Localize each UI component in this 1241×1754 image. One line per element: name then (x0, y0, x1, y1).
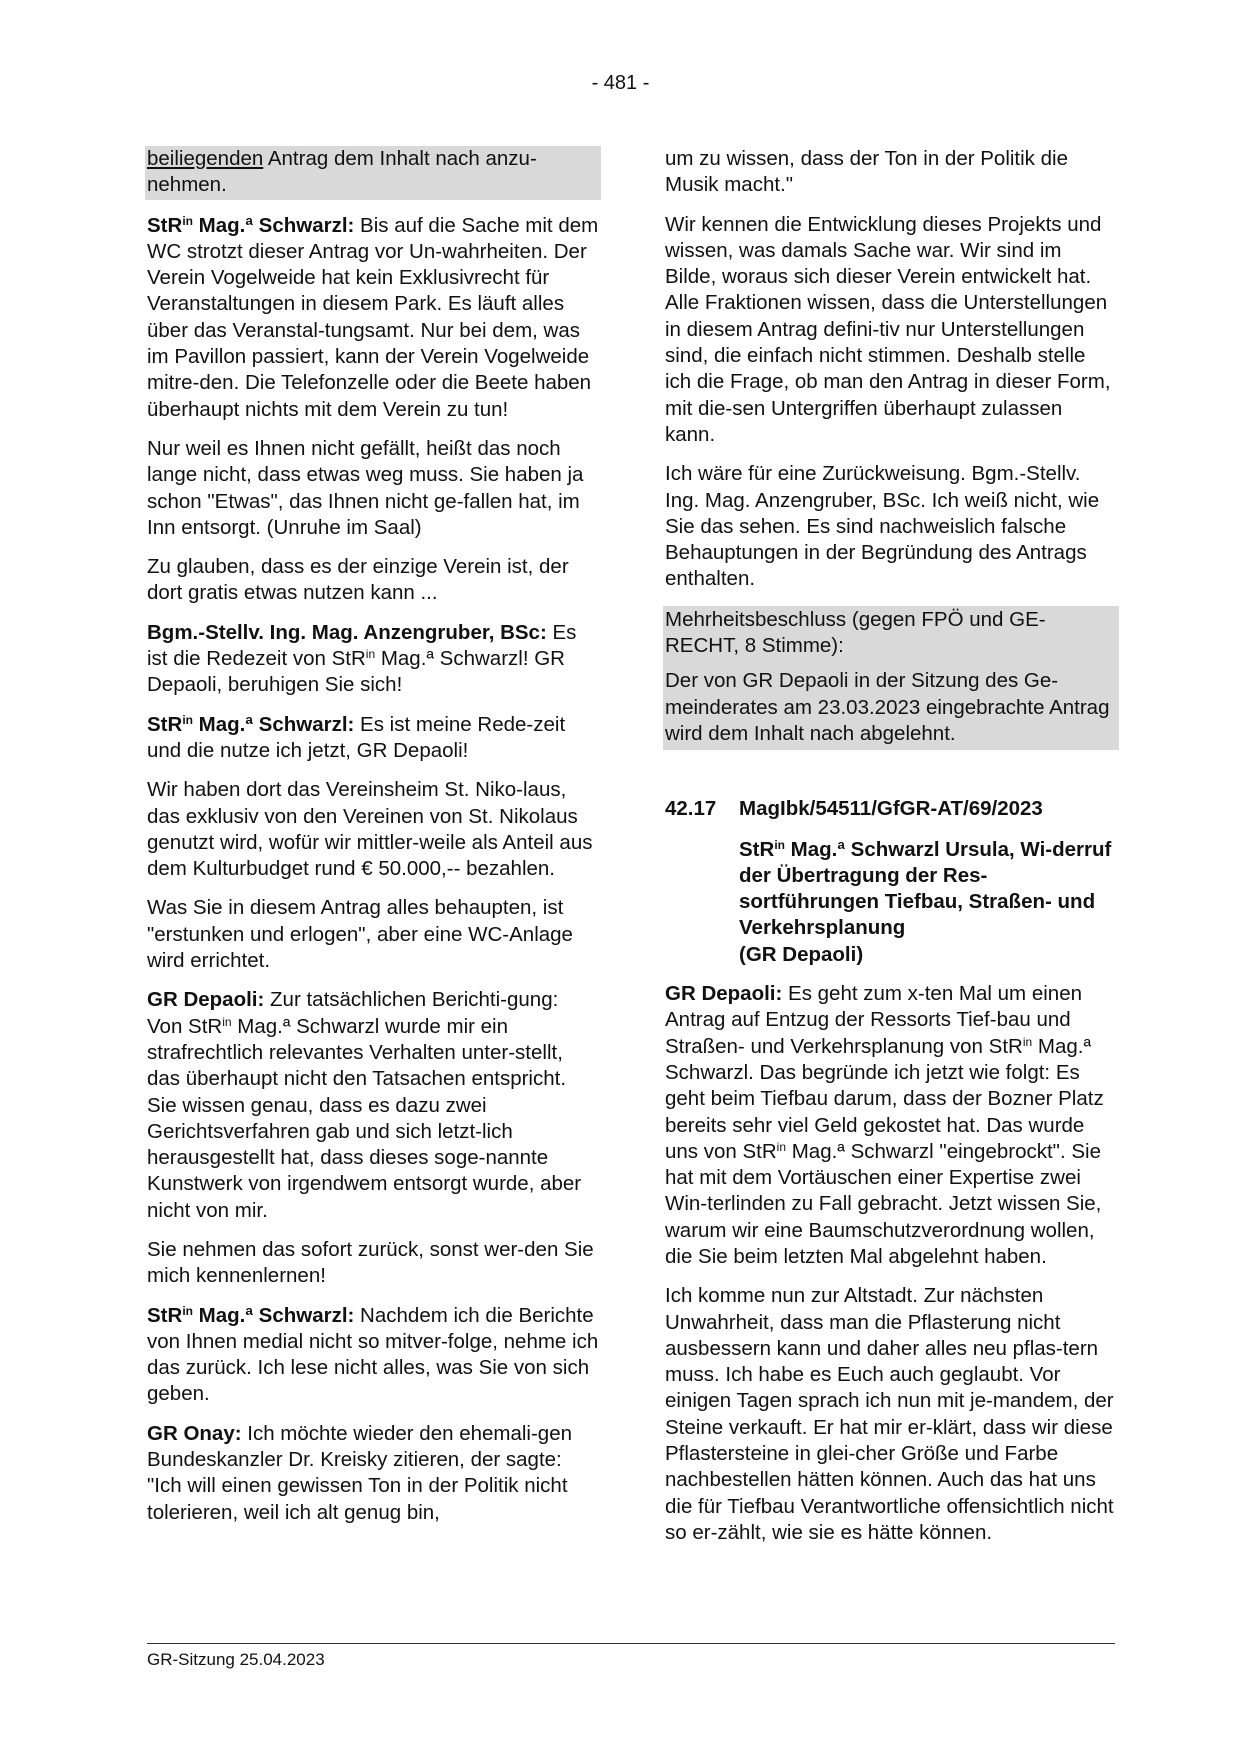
footer-divider (147, 1643, 1115, 1644)
paragraph (145, 146, 601, 200)
agenda-number: 42.17 (665, 797, 717, 821)
speech-text: Bis auf die Sache mit dem WC strotzt dieser Antrag vor Un-wahrheiten. Der Verein Vogelweide hat kein Exklusivrecht für Veranstaltungen in diesem Park. Es läuft alles über das Veranstal-tungsamt. Nur bei dem, was im Pavillon passiert, kann der Verein Vogelweide mitre-den. Die Telefonzelle oder die Beete haben überhaupt nichts mit dem Verein zu tun! (147, 213, 599, 421)
page-number: - 481 - (591, 72, 650, 94)
speech-depaoli (665, 981, 1117, 1270)
speech-onay (147, 1421, 599, 1526)
paragraph: Wir kennen die Entwicklung dieses Projekts und wissen, was damals Sache war. Wir sind im Bilde, woraus sich dieser Verein entwickelt hat. Alle Fraktionen wissen, dass die Unterstellungen in diesem Antrag defini-tiv nur Unterstellungen sind, die einfach nicht stimmen. Deshalb stelle ich die Frage, ob man den Antrag in dieser Form, mit die-sen Untergriffen überhaupt zulassen kann. (665, 212, 1111, 446)
speaker-name: StR$^{in}$ Mag.ª Schwarzl: (147, 213, 355, 237)
agenda-reference: MagIbk/54511/GfGR-AT/69/2023 (739, 797, 1043, 821)
speech-depaoli (147, 987, 599, 1224)
paragraph: Wir haben dort das Vereinsheim St. Niko-laus, das exklusiv von den Vereinen von St. Nikolaus genutzt wird, wofür wir mittler-weile als Anteil aus dem Kulturbudget rund € 50.000,-- bezahlen. (147, 778, 593, 881)
decision-majority: Mehrheitsbeschluss (gegen FPÖ und GE-RECHT, 8 Stimme): (663, 606, 1119, 663)
paragraph: Was Sie in diesem Antrag alles behaupten, ist "erstunken und erlogen", aber eine WC-Anlage wird errichtet. (147, 896, 573, 973)
speaker-name: StR$^{in}$ Mag.ª Schwarzl: (147, 1303, 355, 1327)
agenda-heading (665, 796, 1117, 822)
paragraph: um zu wissen, dass der Ton in der Politik die Musik macht." (665, 147, 1068, 197)
agenda-title: StR$^{in}$ Mag.ª Schwarzl Ursula, Wi-derruf der Übertragung der Res-sortführungen Tiefbau, Straßen- und Verkehrsplanung (GR Depaoli) (739, 837, 1112, 966)
speech-text: Ich möchte wieder den ehemali-gen Bundeskanzler Dr. Kreisky zitieren, der sagte: "Ich will einen gewissen Ton in der Politik nicht tolerieren, weil ich alt genug bin, (147, 1421, 573, 1524)
speaker-name: GR Depaoli: (147, 988, 265, 1012)
speaker-name: Bgm.-Stellv. Ing. Mag. Anzengruber, BSc: (147, 620, 547, 644)
speech-anzengruber (147, 620, 599, 699)
agenda-item (665, 796, 1117, 968)
agenda-requester: (GR Depaoli) (739, 942, 864, 966)
paragraph: Nur weil es Ihnen nicht gefällt, heißt das noch lange nicht, dass etwas weg muss. Sie haben ja schon "Etwas", das Ihnen nicht ge-fallen hat, im Inn entsorgt. (Unruhe im Saal) (147, 436, 584, 539)
speaker-name: GR Onay: (147, 1421, 242, 1445)
speech-schwarzl (147, 1303, 599, 1408)
left-column (147, 146, 599, 1539)
speaker-name: GR Depaoli: (665, 982, 783, 1006)
speech-text: Nachdem ich die Berichte von Ihnen medial nicht so mitver-folge, nehme ich das zurück. Ich lese nicht alles, was Sie von sich geben. (147, 1303, 599, 1406)
speech-text: Es geht zum x-ten Mal um einen Antrag auf Entzug der Ressorts Tief-bau und Straßen- und Verkehrsplanung von StR$^{in}$ Mag.ª Schwarzl. Das begründe ich jetzt wie folgt: Es geht beim Tiefbau darum, dass der Bozner Platz bereits sehr viel Geld gekostet hat. Das wurde uns von StR$^{in}$ Mag.ª Schwarzl "eingebrockt". Sie hat mit dem Vortäuschen einer Expertise zwei Win-terlinden zu Fall gebracht. Jetzt wissen Sie, warum wir eine Baumschutzverordnung wollen, die Sie beim letzten Mal abgelehnt haben. (665, 982, 1104, 1268)
paragraph-text: Antrag dem Inhalt nach anzu-nehmen. (147, 147, 537, 197)
paragraph: Sie nehmen das sofort zurück, sonst wer-den Sie mich kennenlernen! (147, 1237, 594, 1288)
decision-text: Der von GR Depaoli in der Sitzung des Ge-meinderates am 23.03.2023 eingebrachte Antrag wird dem Inhalt nach abgelehnt. (663, 662, 1119, 750)
paragraph: Ich wäre für eine Zurückweisung. Bgm.-Stellv. Ing. Mag. Anzengruber, BSc. Ich weiß nicht, wie Sie das sehen. Es sind nachweislich falsche Behauptungen in der Begründung des Antrags enthalten. (665, 462, 1100, 591)
decision-block (665, 606, 1117, 750)
footer-text: GR-Sitzung 25.04.2023 (147, 1650, 325, 1669)
speech-text: Zur tatsächlichen Berichti-gung: Von StR$^{in}$ Mag.ª Schwarzl wurde mir ein strafrechtlich relevantes Verhalten unter-stellt, das überhaupt nicht den Tatsachen entspricht. Sie wissen genau, dass es dazu zwei Gerichtsverfahren gab und sich letzt-lich herausgestellt hat, dass dieses soge-nannte Kunstwerk von irgendwem entsorgt wurde, aber nicht von mir. (147, 988, 582, 1222)
speaker-name: StR$^{in}$ Mag.ª Schwarzl: (147, 712, 355, 736)
speech-schwarzl (147, 712, 599, 765)
underlined-word: beiliegenden (147, 147, 264, 170)
right-column (665, 146, 1117, 1559)
speech-text: Es ist die Redezeit von StR$^{in}$ Mag.ª Schwarzl! GR Depaoli, beruhigen Sie sich! (147, 620, 577, 697)
paragraph: Ich komme nun zur Altstadt. Zur nächsten Unwahrheit, dass man die Pflasterung nicht ausbessern kann und daher alles neu pflas-tern muss. Ich habe es Euch auch geglaubt. Vor einigen Tagen sprach ich nun mit je-mandem, der Steine verkauft. Er hat mir er-klärt, dass wir diese Pflastersteine in glei-cher Größe und Farbe nachbestellen hätten können. Auch das hat uns die für Tiefbau Verantwortliche offensichtlich nicht so er-zählt, wie sie es hätte können. (665, 1284, 1114, 1544)
speech-schwarzl (147, 213, 599, 423)
speech-text: Es ist meine Rede-zeit und die nutze ich jetzt, GR Depaoli! (147, 712, 566, 762)
paragraph: Zu glauben, dass es der einzige Verein ist, der dort gratis etwas nutzen kann ... (147, 555, 569, 605)
